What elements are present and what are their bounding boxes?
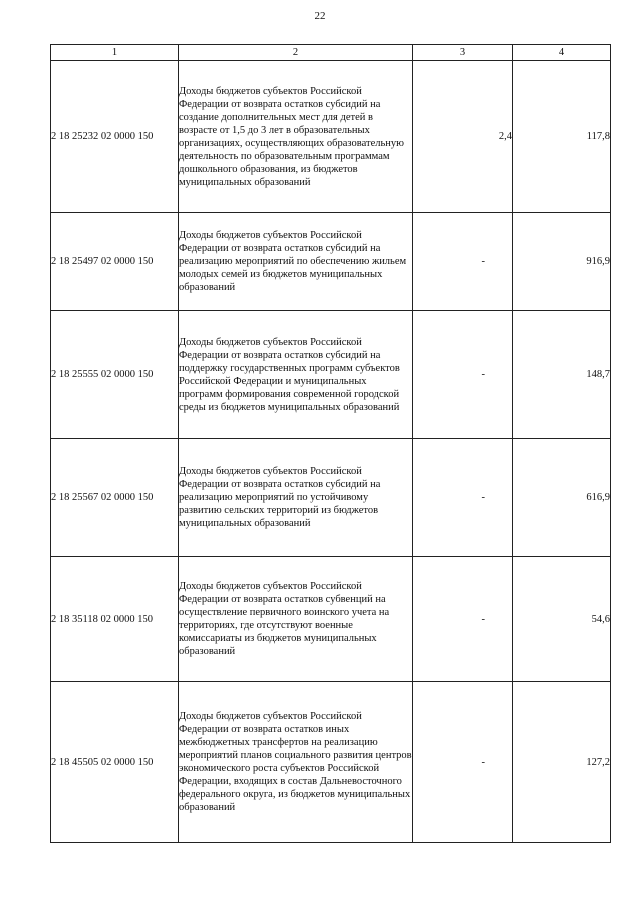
row-col3-value: - <box>413 213 513 311</box>
row-col4-value: 54,6 <box>513 557 611 682</box>
row-description: Доходы бюджетов субъектов Российской Федерации от возврата остатков субсидий на поддержку государственных программ субъектов Российской Федерации и муниципальных программ формирования современной городской среды из бюджетов муниципальных образований <box>179 311 413 439</box>
header-row <box>51 45 611 61</box>
row-col4-value: 127,2 <box>513 682 611 843</box>
row-code: 2 18 25232 02 0000 150 <box>51 61 179 213</box>
row-col3-value: 2,4 <box>413 61 513 213</box>
row-description: Доходы бюджетов субъектов Российской Федерации от возврата остатков иных межбюджетных трансфертов на реализацию мероприятий планов социального развития центров экономического роста субъектов Российской Федерации, входящих в состав Дальневосточного федерального округа, из бюджетов муниципальных образований <box>179 682 413 843</box>
table-row <box>51 557 611 682</box>
row-description: Доходы бюджетов субъектов Российской Федерации от возврата остатков субсидий на создание дополнительных мест для детей в возрасте от 1,5 до 3 лет в образовательных организациях, осуществляющих образовательную деятельность по образовательным программам дошкольного образования, из бюджетов муниципальных образований <box>179 61 413 213</box>
budget-table <box>50 44 611 843</box>
row-description: Доходы бюджетов субъектов Российской Федерации от возврата остатков субсидий на реализацию мероприятий по устойчивому развитию сельских территорий из бюджетов муниципальных образований <box>179 439 413 557</box>
header-col-2: 2 <box>179 45 413 61</box>
table-header <box>51 45 611 61</box>
header-col-3: 3 <box>413 45 513 61</box>
row-code: 2 18 25555 02 0000 150 <box>51 311 179 439</box>
row-col3-value: - <box>413 682 513 843</box>
row-code: 2 18 25497 02 0000 150 <box>51 213 179 311</box>
row-description: Доходы бюджетов субъектов Российской Федерации от возврата остатков субсидий на реализацию мероприятий по обеспечению жильем молодых семей из бюджетов муниципальных образований <box>179 213 413 311</box>
row-col3-value: - <box>413 311 513 439</box>
row-code: 2 18 25567 02 0000 150 <box>51 439 179 557</box>
row-col4-value: 616,9 <box>513 439 611 557</box>
row-code: 2 18 45505 02 0000 150 <box>51 682 179 843</box>
header-col-4: 4 <box>513 45 611 61</box>
table-body <box>51 61 611 843</box>
table-row <box>51 61 611 213</box>
table-row <box>51 311 611 439</box>
row-col4-value: 148,7 <box>513 311 611 439</box>
page-number: 22 <box>314 10 326 22</box>
table-row <box>51 682 611 843</box>
row-col4-value: 117,8 <box>513 61 611 213</box>
table-row <box>51 439 611 557</box>
row-code: 2 18 35118 02 0000 150 <box>51 557 179 682</box>
row-col3-value: - <box>413 439 513 557</box>
header-col-1: 1 <box>51 45 179 61</box>
table-row <box>51 213 611 311</box>
row-col4-value: 916,9 <box>513 213 611 311</box>
row-description: Доходы бюджетов субъектов Российской Федерации от возврата остатков субвенций на осуществление первичного воинского учета на территориях, где отсутствуют военные комиссариаты из бюджетов муниципальных образований <box>179 557 413 682</box>
row-col3-value: - <box>413 557 513 682</box>
